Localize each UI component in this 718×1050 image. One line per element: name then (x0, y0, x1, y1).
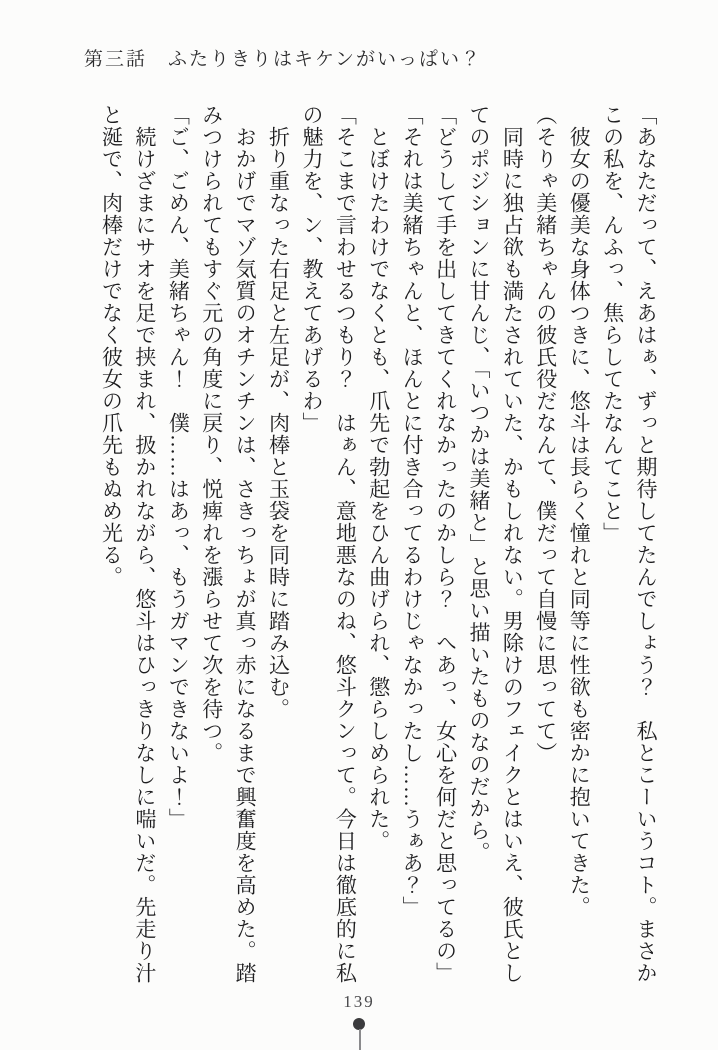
text-line: この私を、んふっ、焦らしてたなんてこと」 (600, 104, 625, 544)
text-line: 彼女の優美な身体つきに、悠斗は長らく憧れと同等に性欲も密かに抱いてきた。 (567, 104, 592, 918)
text-line: 続けざまにサオを足で挟まれ、扱かれながら、悠斗はひっきりなしに喘いだ。先走り汁 (132, 104, 157, 984)
text-line: 「あなただって、えあはぁ、ずっと期待してたんでしょう？ 私とこーいうコト。まさか (634, 104, 658, 984)
text-line: とぼけたわけでなくとも、爪先で勃起をひん曲げられ、懲らしめられた。 (366, 104, 391, 852)
text-line: てのポジションに甘んじ、「いつかは美緒と」と思い描いたものなのだから。 (466, 104, 491, 864)
text-line: 同時に独占欲も満たされていた、かもしれない。男除けのフェイクとはいえ、彼氏とし (500, 104, 525, 984)
page-number: 139 (343, 992, 375, 1011)
body-text (94, 104, 662, 1006)
text-line: 「そこまで言わせるつもり？ はぁん、意地悪なのね、悠斗クンって。今日は徹底的に私 (333, 104, 358, 984)
text-line: 「どうして手を出してきてくれなかったのかしら？ へあっ、女心を何だと思ってるの」 (433, 104, 458, 984)
text-line: おかげでマゾ気質のオチンチンは、さきっちょが真っ赤になるまで興奮度を高めた。踏 (233, 104, 258, 984)
text-line: （そりゃ美緒ちゃんの彼氏役だなんて、僕だって自慢に思ってて） (533, 104, 558, 764)
text-line: 「それは美緒ちゃんと、ほんとに付き合ってるわけじゃなかったし……うぁあ？」 (400, 104, 425, 918)
text-line: と涎で、肉棒だけでなく彼女の爪先もぬめ光る。 (99, 104, 124, 588)
chapter-header: 第三話 ふたりきりはキケンがいっぱい？ (84, 49, 483, 70)
text-line: 「ご、ごめん、美緒ちゃん！ 僕……はあっ、もうガマンできないよ！」 (166, 104, 191, 830)
text-line: みつけられてもすぐ元の角度に戻り、悦痺れを漲らせて次を待つ。 (199, 104, 224, 764)
page-marker-line (359, 1029, 361, 1050)
text-line: の魅力を、ン、教えてあげるわ」 (299, 104, 324, 434)
text-line: 折り重なった右足と左足が、肉棒と玉袋を同時に踏み込む。 (266, 104, 291, 720)
